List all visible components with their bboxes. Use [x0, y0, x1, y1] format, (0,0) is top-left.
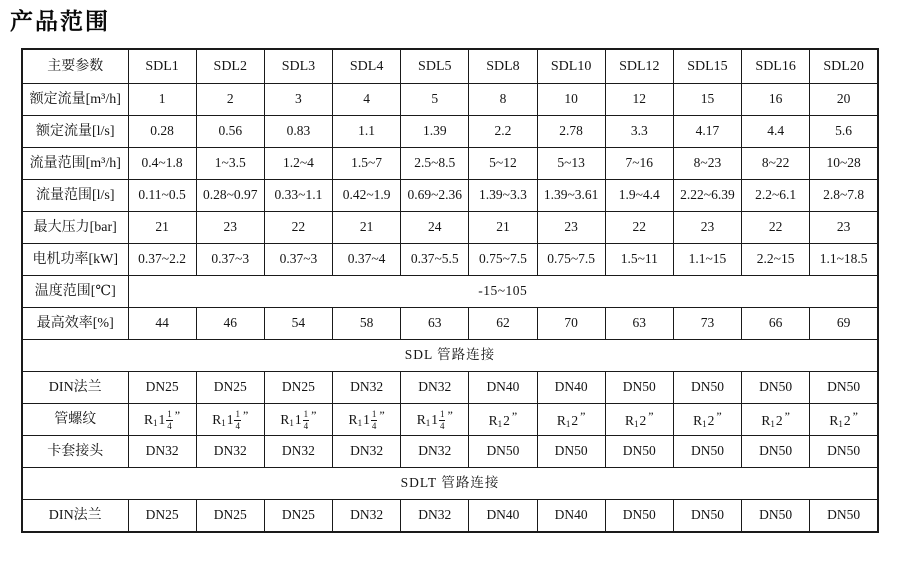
value-cell: 0.4~1.8 — [128, 148, 196, 180]
value-cell: 1.5~7 — [333, 148, 401, 180]
thread-inch-mark: ” — [784, 408, 790, 423]
value-cell: 0.37~5.5 — [401, 244, 469, 276]
value-cell: DN32 — [264, 436, 332, 468]
thread-base: R — [761, 412, 771, 428]
thread-whole: 1 — [226, 411, 234, 427]
value-cell: 2.2~6.1 — [742, 180, 810, 212]
thread-inch-mark: ” — [511, 408, 518, 423]
table-row — [22, 436, 878, 468]
value-cell: DN50 — [810, 436, 878, 468]
value-cell — [196, 404, 264, 436]
thread-whole: 2 — [775, 412, 783, 428]
thread-inch-mark: ” — [447, 407, 453, 422]
thread-base: R — [624, 412, 634, 428]
thread-subscript: 1 — [221, 417, 226, 428]
value-cell: 46 — [196, 308, 264, 340]
fraction-denominator: 4 — [371, 420, 377, 431]
value-cell: 0.28~0.97 — [196, 180, 264, 212]
value-cell: 8~22 — [742, 148, 810, 180]
value-cell: DN50 — [469, 436, 537, 468]
thread-whole: 2 — [503, 412, 510, 428]
table-row — [22, 500, 878, 532]
value-cell — [810, 404, 878, 436]
thread-whole: 2 — [571, 412, 579, 428]
value-cell: DN32 — [196, 436, 264, 468]
param-label-cell: 最高效率[%] — [22, 308, 128, 340]
fraction-numerator: 1 — [371, 408, 377, 419]
value-cell: 69 — [810, 308, 878, 340]
value-cell: 22 — [264, 212, 332, 244]
value-cell: DN25 — [264, 372, 332, 404]
table-row — [22, 84, 878, 116]
value-cell: DN32 — [401, 372, 469, 404]
value-cell: DN50 — [673, 500, 741, 532]
value-cell: 23 — [673, 212, 741, 244]
value-cell: DN40 — [537, 372, 605, 404]
param-label-cell: 额定流量[l/s] — [22, 116, 128, 148]
param-label-cell: DIN法兰 — [22, 500, 128, 532]
value-cell: 2 — [196, 84, 264, 116]
thread-base: R — [144, 411, 154, 427]
fraction-denominator: 4 — [439, 420, 445, 431]
value-cell: DN25 — [196, 372, 264, 404]
section-band-cell: SDL 管路连接 — [22, 340, 878, 372]
param-label-cell: DIN法兰 — [22, 372, 128, 404]
thread-base: R — [829, 412, 839, 428]
value-cell: DN50 — [605, 436, 673, 468]
header-cell: SDL20 — [810, 49, 878, 84]
fraction-denominator: 4 — [167, 420, 172, 431]
value-cell: 4 — [333, 84, 401, 116]
value-cell: DN50 — [810, 500, 878, 532]
value-cell: DN25 — [264, 500, 332, 532]
value-cell: 0.56 — [196, 116, 264, 148]
value-cell: DN40 — [469, 500, 537, 532]
value-cell: DN32 — [333, 436, 401, 468]
value-cell: DN32 — [333, 372, 401, 404]
value-cell: 5~13 — [537, 148, 605, 180]
fraction-numerator: 1 — [167, 408, 172, 419]
value-cell: 0.11~0.5 — [128, 180, 196, 212]
value-cell: 10 — [537, 84, 605, 116]
header-cell: SDL16 — [742, 49, 810, 84]
thread-base: R — [280, 411, 290, 427]
corner-cell: 主要参数 — [22, 49, 128, 84]
fraction-numerator: 1 — [303, 408, 309, 419]
value-cell: DN32 — [128, 436, 196, 468]
section-band-cell: SDLT 管路连接 — [22, 468, 878, 500]
fraction-denominator: 4 — [235, 420, 240, 431]
value-cell: 1.5~11 — [605, 244, 673, 276]
thread-inch-mark: ” — [379, 407, 385, 422]
value-cell: 5.6 — [810, 116, 878, 148]
value-cell: 0.69~2.36 — [401, 180, 469, 212]
fraction-denominator: 4 — [303, 420, 309, 431]
value-cell: 44 — [128, 308, 196, 340]
value-cell: 54 — [264, 308, 332, 340]
thread-base: R — [212, 411, 222, 427]
value-cell: 0.37~3 — [196, 244, 264, 276]
value-cell: 70 — [537, 308, 605, 340]
value-cell: 62 — [469, 308, 537, 340]
value-cell: 1.9~4.4 — [605, 180, 673, 212]
value-cell: 2.2~15 — [742, 244, 810, 276]
table-row — [22, 340, 878, 372]
thread-whole: 1 — [294, 411, 302, 427]
value-cell: 1.2~4 — [264, 148, 332, 180]
value-cell: 23 — [196, 212, 264, 244]
value-cell: DN50 — [605, 372, 673, 404]
value-cell: 0.75~7.5 — [537, 244, 605, 276]
value-cell: 2.78 — [537, 116, 605, 148]
param-label-cell: 流量范围[m³/h] — [22, 148, 128, 180]
value-cell: 24 — [401, 212, 469, 244]
value-cell: 2.8~7.8 — [810, 180, 878, 212]
value-cell: 2.5~8.5 — [401, 148, 469, 180]
value-cell: DN50 — [673, 372, 741, 404]
fraction-numerator: 1 — [235, 408, 240, 419]
value-cell: 20 — [810, 84, 878, 116]
value-cell: 4.4 — [742, 116, 810, 148]
thread-whole: 2 — [843, 412, 851, 428]
table-row — [22, 212, 878, 244]
thread-whole: 1 — [431, 411, 438, 427]
thread-base: R — [348, 411, 358, 427]
value-cell: DN50 — [673, 436, 741, 468]
fraction-numerator: 1 — [439, 408, 445, 419]
thread-base: R — [488, 412, 498, 428]
header-cell: SDL3 — [264, 49, 332, 84]
table-row — [22, 148, 878, 180]
param-label-cell: 管螺纹 — [22, 404, 128, 436]
value-cell: 22 — [742, 212, 810, 244]
table-row — [22, 116, 878, 148]
value-cell: 1.39~3.3 — [469, 180, 537, 212]
thread-subscript: 1 — [770, 418, 775, 429]
value-cell: 8~23 — [673, 148, 741, 180]
value-cell: DN32 — [401, 500, 469, 532]
header-cell: SDL15 — [673, 49, 741, 84]
value-cell — [333, 404, 401, 436]
thread-inch-mark: ” — [580, 408, 586, 423]
value-cell — [401, 404, 469, 436]
value-cell: DN40 — [469, 372, 537, 404]
param-label-cell: 最大压力[bar] — [22, 212, 128, 244]
value-cell: DN50 — [742, 372, 810, 404]
value-cell: 12 — [605, 84, 673, 116]
thread-base: R — [556, 412, 566, 428]
value-cell: 23 — [537, 212, 605, 244]
table-row — [22, 180, 878, 212]
header-cell: SDL5 — [401, 49, 469, 84]
value-cell: 1~3.5 — [196, 148, 264, 180]
value-cell: 8 — [469, 84, 537, 116]
header-cell: SDL12 — [605, 49, 673, 84]
header-cell: SDL4 — [333, 49, 401, 84]
value-cell: 0.37~3 — [264, 244, 332, 276]
value-cell: 63 — [605, 308, 673, 340]
thread-inch-mark: ” — [174, 407, 181, 422]
table-row — [22, 276, 878, 308]
value-cell: 10~28 — [810, 148, 878, 180]
thread-inch-mark: ” — [242, 407, 249, 422]
value-cell: DN50 — [742, 500, 810, 532]
value-cell: DN50 — [742, 436, 810, 468]
thread-subscript: 1 — [153, 417, 158, 428]
thread-subscript: 1 — [425, 417, 431, 428]
thread-fraction — [234, 410, 241, 431]
value-cell — [469, 404, 537, 436]
thread-subscript: 1 — [289, 417, 294, 428]
value-cell: DN50 — [605, 500, 673, 532]
table-row — [22, 468, 878, 500]
table-row — [22, 308, 878, 340]
value-cell: 1.39~3.61 — [537, 180, 605, 212]
thread-whole: 1 — [363, 411, 370, 427]
value-cell: 15 — [673, 84, 741, 116]
header-row — [22, 49, 878, 84]
thread-subscript: 1 — [634, 418, 639, 429]
thread-fraction — [166, 410, 173, 431]
page-title: 产品范围 — [10, 9, 110, 35]
thread-subscript: 1 — [497, 418, 503, 429]
value-cell: 66 — [742, 308, 810, 340]
value-cell — [605, 404, 673, 436]
value-cell: DN32 — [401, 436, 469, 468]
value-cell: 0.83 — [264, 116, 332, 148]
thread-subscript: 1 — [565, 418, 571, 429]
value-cell — [742, 404, 810, 436]
table-row — [22, 404, 878, 436]
value-cell: 2.22~6.39 — [673, 180, 741, 212]
value-cell: 0.28 — [128, 116, 196, 148]
value-cell: 3 — [264, 84, 332, 116]
thread-base: R — [416, 411, 426, 427]
value-cell: 21 — [469, 212, 537, 244]
value-cell: 63 — [401, 308, 469, 340]
param-label-cell: 卡套接头 — [22, 436, 128, 468]
table-body — [22, 84, 878, 532]
product-range-table — [21, 48, 879, 533]
value-cell: 0.37~2.2 — [128, 244, 196, 276]
value-cell — [673, 404, 741, 436]
value-cell: DN50 — [537, 436, 605, 468]
header-cell: SDL10 — [537, 49, 605, 84]
value-cell: 0.37~4 — [333, 244, 401, 276]
value-cell: 5~12 — [469, 148, 537, 180]
value-cell — [128, 404, 196, 436]
span-value-cell: -15~105 — [128, 276, 878, 308]
thread-inch-mark: ” — [311, 407, 317, 422]
value-cell: 0.42~1.9 — [333, 180, 401, 212]
value-cell: 1.1~15 — [673, 244, 741, 276]
value-cell: DN25 — [196, 500, 264, 532]
value-cell — [537, 404, 605, 436]
thread-subscript: 1 — [838, 418, 843, 429]
value-cell: 73 — [673, 308, 741, 340]
header-cell: SDL2 — [196, 49, 264, 84]
value-cell: 7~16 — [605, 148, 673, 180]
thread-whole: 1 — [158, 411, 166, 427]
value-cell: DN50 — [810, 372, 878, 404]
value-cell: DN25 — [128, 500, 196, 532]
value-cell: 21 — [333, 212, 401, 244]
value-cell: 22 — [605, 212, 673, 244]
value-cell: 1.1~18.5 — [810, 244, 878, 276]
thread-subscript: 1 — [702, 418, 707, 429]
table-row — [22, 244, 878, 276]
value-cell: 58 — [333, 308, 401, 340]
thread-whole: 2 — [639, 412, 647, 428]
header-cell: SDL1 — [128, 49, 196, 84]
header-cell: SDL8 — [469, 49, 537, 84]
thread-inch-mark: ” — [648, 408, 654, 423]
value-cell: 1.1 — [333, 116, 401, 148]
param-label-cell: 温度范围[℃] — [22, 276, 128, 308]
value-cell: 16 — [742, 84, 810, 116]
value-cell: DN40 — [537, 500, 605, 532]
value-cell: DN32 — [333, 500, 401, 532]
thread-base: R — [693, 412, 703, 428]
value-cell: 21 — [128, 212, 196, 244]
table-row — [22, 372, 878, 404]
param-label-cell: 额定流量[m³/h] — [22, 84, 128, 116]
thread-whole: 2 — [707, 412, 715, 428]
value-cell: 23 — [810, 212, 878, 244]
value-cell: DN25 — [128, 372, 196, 404]
param-label-cell: 流量范围[l/s] — [22, 180, 128, 212]
thread-inch-mark: ” — [716, 408, 722, 423]
param-label-cell: 电机功率[kW] — [22, 244, 128, 276]
value-cell: 2.2 — [469, 116, 537, 148]
value-cell: 0.33~1.1 — [264, 180, 332, 212]
thread-subscript: 1 — [357, 417, 363, 428]
value-cell: 4.17 — [673, 116, 741, 148]
value-cell: 0.75~7.5 — [469, 244, 537, 276]
value-cell: 5 — [401, 84, 469, 116]
thread-inch-mark: ” — [852, 408, 858, 423]
value-cell: 1 — [128, 84, 196, 116]
value-cell: 3.3 — [605, 116, 673, 148]
value-cell: 1.39 — [401, 116, 469, 148]
value-cell — [264, 404, 332, 436]
